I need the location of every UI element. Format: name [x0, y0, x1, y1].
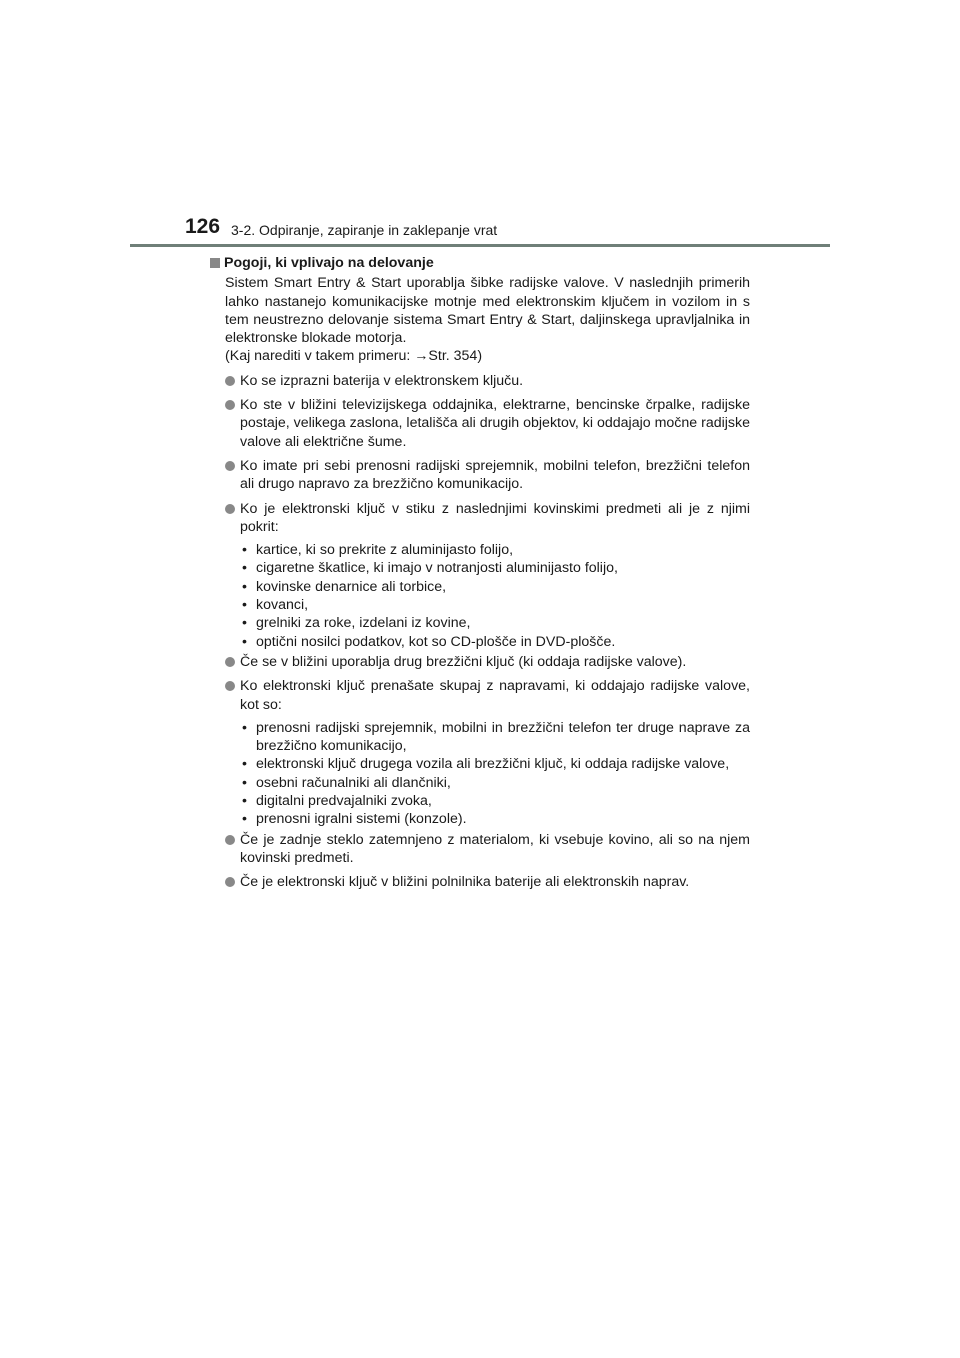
sub-list-item	[240, 633, 750, 651]
condition-text: Ko je elektronski ključ v stiku z naslednjimi kovinskimi predmeti ali je z njimi pokrit:	[240, 500, 750, 535]
condition-item	[210, 396, 750, 451]
condition-item	[210, 457, 750, 494]
circle-bullet-icon	[225, 835, 235, 845]
conditions-section	[210, 254, 750, 898]
condition-text: Če je zadnje steklo zatemnjeno z materialom, ki vsebuje kovino, ali so na njem kovinski predmeti.	[240, 831, 750, 866]
condition-text: Ko se izprazni baterija v elektronskem ključu.	[240, 372, 524, 389]
dot-bullet-icon: •	[242, 560, 247, 577]
condition-item	[210, 873, 750, 891]
dot-bullet-icon: •	[242, 756, 247, 773]
circle-bullet-icon	[225, 376, 235, 386]
sub-list-item	[240, 810, 750, 828]
sub-list-item	[240, 541, 750, 559]
sub-list	[240, 541, 750, 651]
dot-bullet-icon: •	[242, 578, 247, 595]
dot-bullet-icon: •	[242, 633, 247, 650]
condition-text: Ko elektronski ključ prenašate skupaj z napravami, ki oddajajo radijske valove, kot so:	[240, 678, 750, 713]
section-intro	[225, 274, 750, 365]
sub-item-text: kovinske denarnice ali torbice,	[256, 578, 447, 595]
intro-paragraph: Sistem Smart Entry & Start uporablja šibke radijske valove. V naslednjih primerih lahko nastanejo komunikacijske motnje med elektronskim ključem in vozilom in s tem neustrezno delovanje sistema Smart Entry & Start, daljinskega upravljalnika in elektronske blokade motorja.	[225, 275, 750, 347]
dot-bullet-icon: •	[242, 719, 247, 736]
condition-item	[210, 372, 750, 390]
sub-list	[240, 719, 750, 829]
sub-item-text: kovanci,	[256, 597, 309, 614]
arrow-right-icon: →	[414, 348, 429, 365]
sub-list-item	[240, 774, 750, 792]
sub-list-item	[240, 755, 750, 773]
page-number: 126	[185, 215, 221, 238]
condition-text: Če se v bližini uporablja drug brezžični ključ (ki oddaja radijske valove).	[240, 653, 687, 670]
dot-bullet-icon: •	[242, 793, 247, 810]
square-bullet-icon	[210, 258, 220, 268]
condition-item	[210, 831, 750, 868]
condition-item	[210, 677, 750, 828]
dot-bullet-icon: •	[242, 811, 247, 828]
page-reference	[225, 347, 750, 365]
circle-bullet-icon	[225, 461, 235, 471]
sub-list-item	[240, 792, 750, 810]
circle-bullet-icon	[225, 681, 235, 691]
sub-item-text: elektronski ključ drugega vozila ali brezžični ključ, ki oddaja radijske valove,	[256, 756, 730, 773]
sub-item-text: osebni računalniki ali dlančniki,	[256, 774, 451, 791]
condition-text: Ko ste v bližini televizijskega oddajnika, elektrarne, bencinske črpalke, radijske postaje, velikega zaslona, letališča ali drugih objektov, ki oddajajo močne radijske valove ali električne šume.	[240, 397, 750, 450]
section-title-text: Pogoji, ki vplivajo na delovanje	[224, 255, 434, 271]
sub-list-item	[240, 614, 750, 632]
sub-item-text: grelniki za roke, izdelani iz kovine,	[256, 615, 471, 632]
dot-bullet-icon: •	[242, 615, 247, 632]
section-title	[210, 254, 750, 272]
circle-bullet-icon	[225, 877, 235, 887]
circle-bullet-icon	[225, 400, 235, 410]
sub-list-item	[240, 578, 750, 596]
sub-list-item	[240, 719, 750, 756]
condition-list	[210, 372, 750, 892]
dot-bullet-icon: •	[242, 542, 247, 559]
sub-item-text: optični nosilci podatkov, kot so CD-plošče in DVD-plošče.	[256, 633, 616, 650]
condition-item	[210, 653, 750, 671]
header-rule	[130, 244, 830, 247]
dot-bullet-icon: •	[242, 774, 247, 791]
circle-bullet-icon	[225, 504, 235, 514]
reference-page[interactable]: Str. 354)	[428, 348, 483, 365]
condition-item	[210, 500, 750, 651]
chapter-title: 3-2. Odpiranje, zapiranje in zaklepanje vrat	[231, 222, 498, 238]
dot-bullet-icon: •	[242, 597, 247, 614]
sub-item-text: digitalni predvajalniki zvoka,	[256, 793, 432, 810]
sub-item-text: cigaretne škatlice, ki imajo v notranjosti aluminijasto folijo,	[256, 560, 618, 577]
sub-list-item	[240, 596, 750, 614]
circle-bullet-icon	[225, 657, 235, 667]
reference-prefix: (Kaj narediti v takem primeru:	[225, 348, 415, 365]
sub-item-text: prenosni igralni sistemi (konzole).	[256, 811, 467, 828]
sub-item-text: kartice, ki so prekrite z aluminijasto folijo,	[256, 542, 514, 559]
sub-item-text: prenosni radijski sprejemnik, mobilni in brezžični telefon ter druge naprave za brezžično komunikacijo,	[256, 719, 750, 755]
sub-list-item	[240, 559, 750, 577]
condition-text: Če je elektronski ključ v bližini polnilnika baterije ali elektronskih naprav.	[240, 874, 690, 891]
condition-text: Ko imate pri sebi prenosni radijski sprejemnik, mobilni telefon, brezžični telefon ali drugo napravo za brezžično komunikacijo.	[240, 457, 750, 493]
